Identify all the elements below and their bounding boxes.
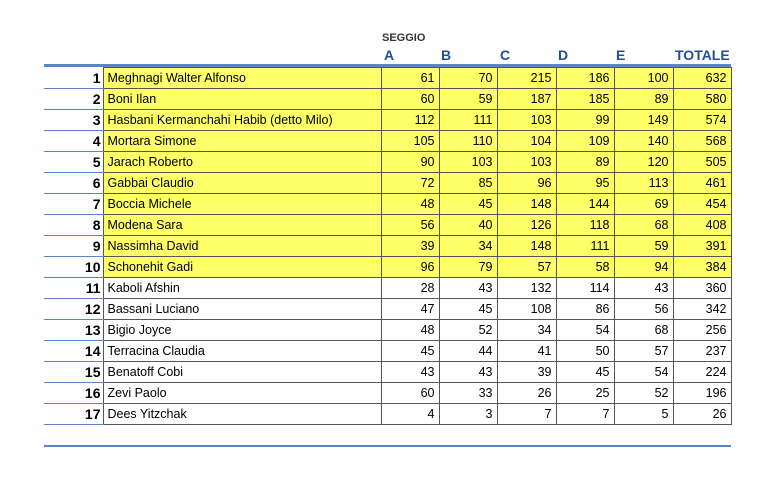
seggio-b-cell: 79 xyxy=(439,257,497,278)
seggio-d-cell: 54 xyxy=(556,320,614,341)
seggio-e-cell: 5 xyxy=(614,404,673,425)
seggio-e-cell: 59 xyxy=(614,236,673,257)
candidate-name-cell: Bigio Joyce xyxy=(103,320,381,341)
candidate-name-cell: Schonehit Gadi xyxy=(103,257,381,278)
candidate-name-cell: Nassimha David xyxy=(103,236,381,257)
total-cell: 224 xyxy=(673,362,731,383)
seggio-e-cell: 120 xyxy=(614,152,673,173)
seggio-b-cell: 3 xyxy=(439,404,497,425)
total-cell: 237 xyxy=(673,341,731,362)
seggio-e-cell: 89 xyxy=(614,89,673,110)
seggio-b-cell: 43 xyxy=(439,362,497,383)
seggio-e-cell: 52 xyxy=(614,383,673,404)
total-cell: 505 xyxy=(673,152,731,173)
total-cell: 384 xyxy=(673,257,731,278)
candidate-name-cell: Hasbani Kermanchahi Habib (detto Milo) xyxy=(103,110,381,131)
seggio-c-cell: 96 xyxy=(497,173,556,194)
col-header-b: B xyxy=(441,47,452,63)
seggio-d-cell: 58 xyxy=(556,257,614,278)
seggio-b-cell: 45 xyxy=(439,194,497,215)
seggio-e-cell: 149 xyxy=(614,110,673,131)
seggio-a-cell: 90 xyxy=(381,152,439,173)
seggio-c-cell: 148 xyxy=(497,236,556,257)
seggio-c-cell: 148 xyxy=(497,194,556,215)
seggio-d-cell: 25 xyxy=(556,383,614,404)
rank-cell: 17 xyxy=(44,404,103,425)
seggio-c-cell: 103 xyxy=(497,110,556,131)
total-cell: 26 xyxy=(673,404,731,425)
seggio-c-cell: 126 xyxy=(497,215,556,236)
seggio-a-cell: 60 xyxy=(381,383,439,404)
total-cell: 580 xyxy=(673,89,731,110)
seggio-d-cell: 114 xyxy=(556,278,614,299)
seggio-a-cell: 48 xyxy=(381,194,439,215)
seggio-d-cell: 89 xyxy=(556,152,614,173)
seggio-e-cell: 69 xyxy=(614,194,673,215)
seggio-d-cell: 7 xyxy=(556,404,614,425)
seggio-c-cell: 57 xyxy=(497,257,556,278)
seggio-c-cell: 26 xyxy=(497,383,556,404)
seggio-d-cell: 99 xyxy=(556,110,614,131)
seggio-a-cell: 96 xyxy=(381,257,439,278)
total-cell: 574 xyxy=(673,110,731,131)
seggio-a-cell: 48 xyxy=(381,320,439,341)
table-row xyxy=(44,404,731,425)
seggio-b-cell: 70 xyxy=(439,68,497,89)
seggio-e-cell: 100 xyxy=(614,68,673,89)
seggio-d-cell: 185 xyxy=(556,89,614,110)
table-row xyxy=(44,215,731,236)
seggio-c-cell: 104 xyxy=(497,131,556,152)
table-row xyxy=(44,257,731,278)
candidate-name-cell: Zevi Paolo xyxy=(103,383,381,404)
seggio-e-cell: 140 xyxy=(614,131,673,152)
seggio-b-cell: 111 xyxy=(439,110,497,131)
rank-cell: 6 xyxy=(44,173,103,194)
candidate-name-cell: Boccia Michele xyxy=(103,194,381,215)
seggio-b-cell: 85 xyxy=(439,173,497,194)
seggio-e-cell: 68 xyxy=(614,215,673,236)
rank-cell: 13 xyxy=(44,320,103,341)
total-cell: 342 xyxy=(673,299,731,320)
seggio-d-cell: 50 xyxy=(556,341,614,362)
seggio-e-cell: 57 xyxy=(614,341,673,362)
table-row xyxy=(44,320,731,341)
rank-cell: 8 xyxy=(44,215,103,236)
seggio-a-cell: 61 xyxy=(381,68,439,89)
seggio-a-cell: 39 xyxy=(381,236,439,257)
seggio-e-cell: 54 xyxy=(614,362,673,383)
candidate-name-cell: Bassani Luciano xyxy=(103,299,381,320)
rank-cell: 5 xyxy=(44,152,103,173)
rank-cell: 7 xyxy=(44,194,103,215)
candidate-name-cell: Kaboli Afshin xyxy=(103,278,381,299)
rank-cell: 2 xyxy=(44,89,103,110)
seggio-a-cell: 43 xyxy=(381,362,439,383)
candidate-name-cell: Gabbai Claudio xyxy=(103,173,381,194)
seggio-e-cell: 68 xyxy=(614,320,673,341)
seggio-e-cell: 43 xyxy=(614,278,673,299)
table-row xyxy=(44,173,731,194)
rank-cell: 1 xyxy=(44,68,103,89)
seggio-b-cell: 34 xyxy=(439,236,497,257)
seggio-a-cell: 47 xyxy=(381,299,439,320)
seggio-c-cell: 103 xyxy=(497,152,556,173)
table-row xyxy=(44,278,731,299)
rank-cell: 15 xyxy=(44,362,103,383)
seggio-a-cell: 45 xyxy=(381,341,439,362)
candidate-name-cell: Mortara Simone xyxy=(103,131,381,152)
seggio-c-cell: 34 xyxy=(497,320,556,341)
seggio-c-cell: 7 xyxy=(497,404,556,425)
rank-cell: 3 xyxy=(44,110,103,131)
seggio-c-cell: 215 xyxy=(497,68,556,89)
seggio-b-cell: 44 xyxy=(439,341,497,362)
seggio-d-cell: 111 xyxy=(556,236,614,257)
seggio-d-cell: 86 xyxy=(556,299,614,320)
seggio-a-cell: 4 xyxy=(381,404,439,425)
seggio-b-cell: 33 xyxy=(439,383,497,404)
seggio-b-cell: 52 xyxy=(439,320,497,341)
seggio-d-cell: 109 xyxy=(556,131,614,152)
rank-cell: 16 xyxy=(44,383,103,404)
candidate-name-cell: Terracina Claudia xyxy=(103,341,381,362)
total-cell: 454 xyxy=(673,194,731,215)
table-row xyxy=(44,131,731,152)
seggio-b-cell: 45 xyxy=(439,299,497,320)
seggio-a-cell: 56 xyxy=(381,215,439,236)
total-cell: 568 xyxy=(673,131,731,152)
total-cell: 408 xyxy=(673,215,731,236)
seggio-a-cell: 60 xyxy=(381,89,439,110)
seggio-b-cell: 103 xyxy=(439,152,497,173)
seggio-c-cell: 187 xyxy=(497,89,556,110)
col-header-totale: TOTALE xyxy=(675,47,730,63)
col-header-e: E xyxy=(616,47,626,63)
total-cell: 196 xyxy=(673,383,731,404)
candidate-name-cell: Meghnagi Walter Alfonso xyxy=(103,68,381,89)
seggio-d-cell: 95 xyxy=(556,173,614,194)
table-row xyxy=(44,341,731,362)
seggio-d-cell: 118 xyxy=(556,215,614,236)
total-cell: 461 xyxy=(673,173,731,194)
seggio-c-cell: 132 xyxy=(497,278,556,299)
total-cell: 632 xyxy=(673,68,731,89)
col-header-c: C xyxy=(500,47,511,63)
seggio-a-cell: 72 xyxy=(381,173,439,194)
total-cell: 256 xyxy=(673,320,731,341)
seggio-a-cell: 28 xyxy=(381,278,439,299)
seggio-d-cell: 186 xyxy=(556,68,614,89)
seggio-label: SEGGIO xyxy=(382,32,426,44)
table-row xyxy=(44,236,731,257)
table-row xyxy=(44,194,731,215)
rank-cell: 9 xyxy=(44,236,103,257)
table-row xyxy=(44,299,731,320)
col-header-d: D xyxy=(558,47,569,63)
rank-cell: 4 xyxy=(44,131,103,152)
table-row xyxy=(44,110,731,131)
candidate-name-cell: Jarach Roberto xyxy=(103,152,381,173)
seggio-b-cell: 110 xyxy=(439,131,497,152)
seggio-b-cell: 40 xyxy=(439,215,497,236)
seggio-e-cell: 113 xyxy=(614,173,673,194)
footer-rule xyxy=(44,445,731,447)
candidate-name-cell: Modena Sara xyxy=(103,215,381,236)
results-table xyxy=(44,67,732,425)
candidate-name-cell: Dees Yitzchak xyxy=(103,404,381,425)
rank-cell: 12 xyxy=(44,299,103,320)
seggio-e-cell: 56 xyxy=(614,299,673,320)
candidate-name-cell: Benatoff Cobi xyxy=(103,362,381,383)
seggio-c-cell: 39 xyxy=(497,362,556,383)
seggio-d-cell: 45 xyxy=(556,362,614,383)
seggio-a-cell: 105 xyxy=(381,131,439,152)
rank-cell: 14 xyxy=(44,341,103,362)
seggio-d-cell: 144 xyxy=(556,194,614,215)
table-row xyxy=(44,383,731,404)
table-row xyxy=(44,89,731,110)
col-header-a: A xyxy=(384,47,395,63)
total-cell: 360 xyxy=(673,278,731,299)
seggio-c-cell: 41 xyxy=(497,341,556,362)
rank-cell: 11 xyxy=(44,278,103,299)
table-row xyxy=(44,68,731,89)
seggio-b-cell: 59 xyxy=(439,89,497,110)
table-row xyxy=(44,362,731,383)
seggio-b-cell: 43 xyxy=(439,278,497,299)
rank-cell: 10 xyxy=(44,257,103,278)
total-cell: 391 xyxy=(673,236,731,257)
seggio-e-cell: 94 xyxy=(614,257,673,278)
seggio-a-cell: 112 xyxy=(381,110,439,131)
seggio-c-cell: 108 xyxy=(497,299,556,320)
table-row xyxy=(44,152,731,173)
candidate-name-cell: Boni Ilan xyxy=(103,89,381,110)
